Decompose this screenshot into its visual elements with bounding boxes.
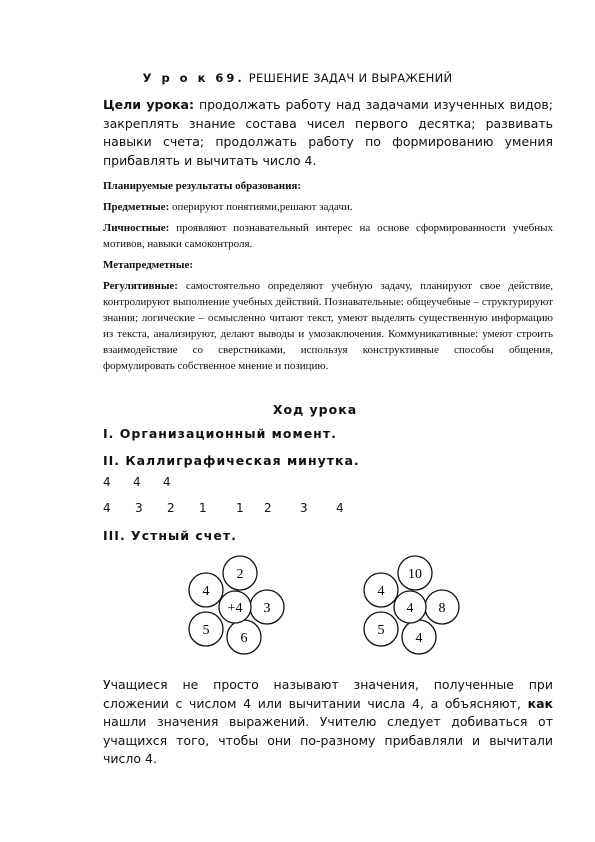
note-bold-word: как (527, 695, 553, 711)
digit: 4 (103, 475, 111, 489)
digit: 2 (264, 501, 272, 515)
petal-number: 3 (263, 601, 271, 616)
digit: 1 (236, 501, 244, 515)
lesson-goals (103, 96, 553, 170)
section-mental-math-text: III. Устный счет. (103, 528, 237, 543)
section-organizational-text: I. Организационный момент. (103, 426, 337, 441)
digit: 4 (133, 475, 141, 489)
lesson-flow-heading: Ход урока (272, 402, 358, 417)
center-number: 4 (406, 601, 414, 616)
meta-label: Метапредметные: (103, 259, 194, 271)
results-heading (103, 178, 553, 194)
regulatory-label: Регулятивные: (103, 280, 178, 292)
digit: 3 (300, 501, 308, 515)
petal-number: 4 (202, 584, 210, 599)
digit: 2 (167, 501, 175, 515)
regulatory-text: самостоятельно определяют учебную задачу, планируют свое действие, контролируют выполнение учебных действий. Познавательные: общеучебные – структурируют знания; логические – осмысленно читают текст, умеют выделять существенную информацию из текста, анализируют, делают выводы и умозаключения. Коммуникативные: умеют строить взаимодействие со сверстниками, используя конструктивные способы общения, формулировать собственное мнение и позицию. (103, 280, 554, 372)
section-calligraphy-text: II. Каллиграфическая минутка. (103, 453, 360, 468)
lesson-topic: РЕШЕНИЕ ЗАДАЧ И ВЫРАЖЕНИЙ (248, 71, 453, 85)
petal-number: 2 (236, 567, 244, 582)
center-number: +4 (227, 601, 243, 616)
note-text-2: нашли значения выражений. Учителю следует добиваться от учащихся того, чтобы они по-разному прибавляли и вычитали число 4. (103, 714, 553, 766)
planned-results (103, 178, 553, 374)
goals-label: Цели урока: (103, 97, 194, 112)
regulatory-results (103, 278, 553, 374)
goals-text: продолжать работу над задачами изученных видов; закреплять знание состава чисел первого десятка; развивать навыки счета; продолжать работу по формированию умения прибавлять и вычитать число 4. (103, 97, 553, 168)
petal-number: 4 (415, 631, 423, 646)
lesson-title (0, 71, 595, 85)
digit: 1 (199, 501, 207, 515)
digit: 3 (135, 501, 143, 515)
petal-number: 6 (240, 631, 248, 646)
number-flowers (175, 550, 475, 662)
note-text-1: Учащиеся не просто называют значения, полученные при сложении с числом 4 или вычитании числа 4, а объясняют, (103, 677, 553, 711)
section-organizational (103, 426, 337, 441)
petal-number: 4 (377, 584, 385, 599)
digit: 4 (336, 501, 344, 515)
petal-number: 10 (408, 567, 422, 582)
digit: 4 (163, 475, 171, 489)
results-heading-text: Планируемые результаты образования: (103, 180, 302, 192)
lesson-number: У р о к 69. (142, 71, 245, 85)
subject-text: оперируют понятиями,решают задачи. (171, 201, 353, 213)
section-calligraphy (103, 453, 360, 468)
teacher-note (103, 676, 553, 769)
petal-number: 5 (202, 623, 210, 638)
flower-plus-four (189, 556, 284, 654)
petal-number: 8 (438, 601, 446, 616)
section-mental-math (103, 528, 237, 543)
personal-results (103, 220, 553, 252)
petal-number: 5 (377, 623, 385, 638)
personal-label: Личностные: (103, 222, 170, 234)
meta-results (103, 257, 553, 273)
subject-label: Предметные: (103, 201, 170, 213)
flower-four (364, 556, 459, 654)
personal-text: проявляют познавательный интерес на основе сформированности учебных мотивов, навыки самоконтроля. (103, 222, 554, 250)
subject-results (103, 199, 553, 215)
digit: 4 (103, 501, 111, 515)
